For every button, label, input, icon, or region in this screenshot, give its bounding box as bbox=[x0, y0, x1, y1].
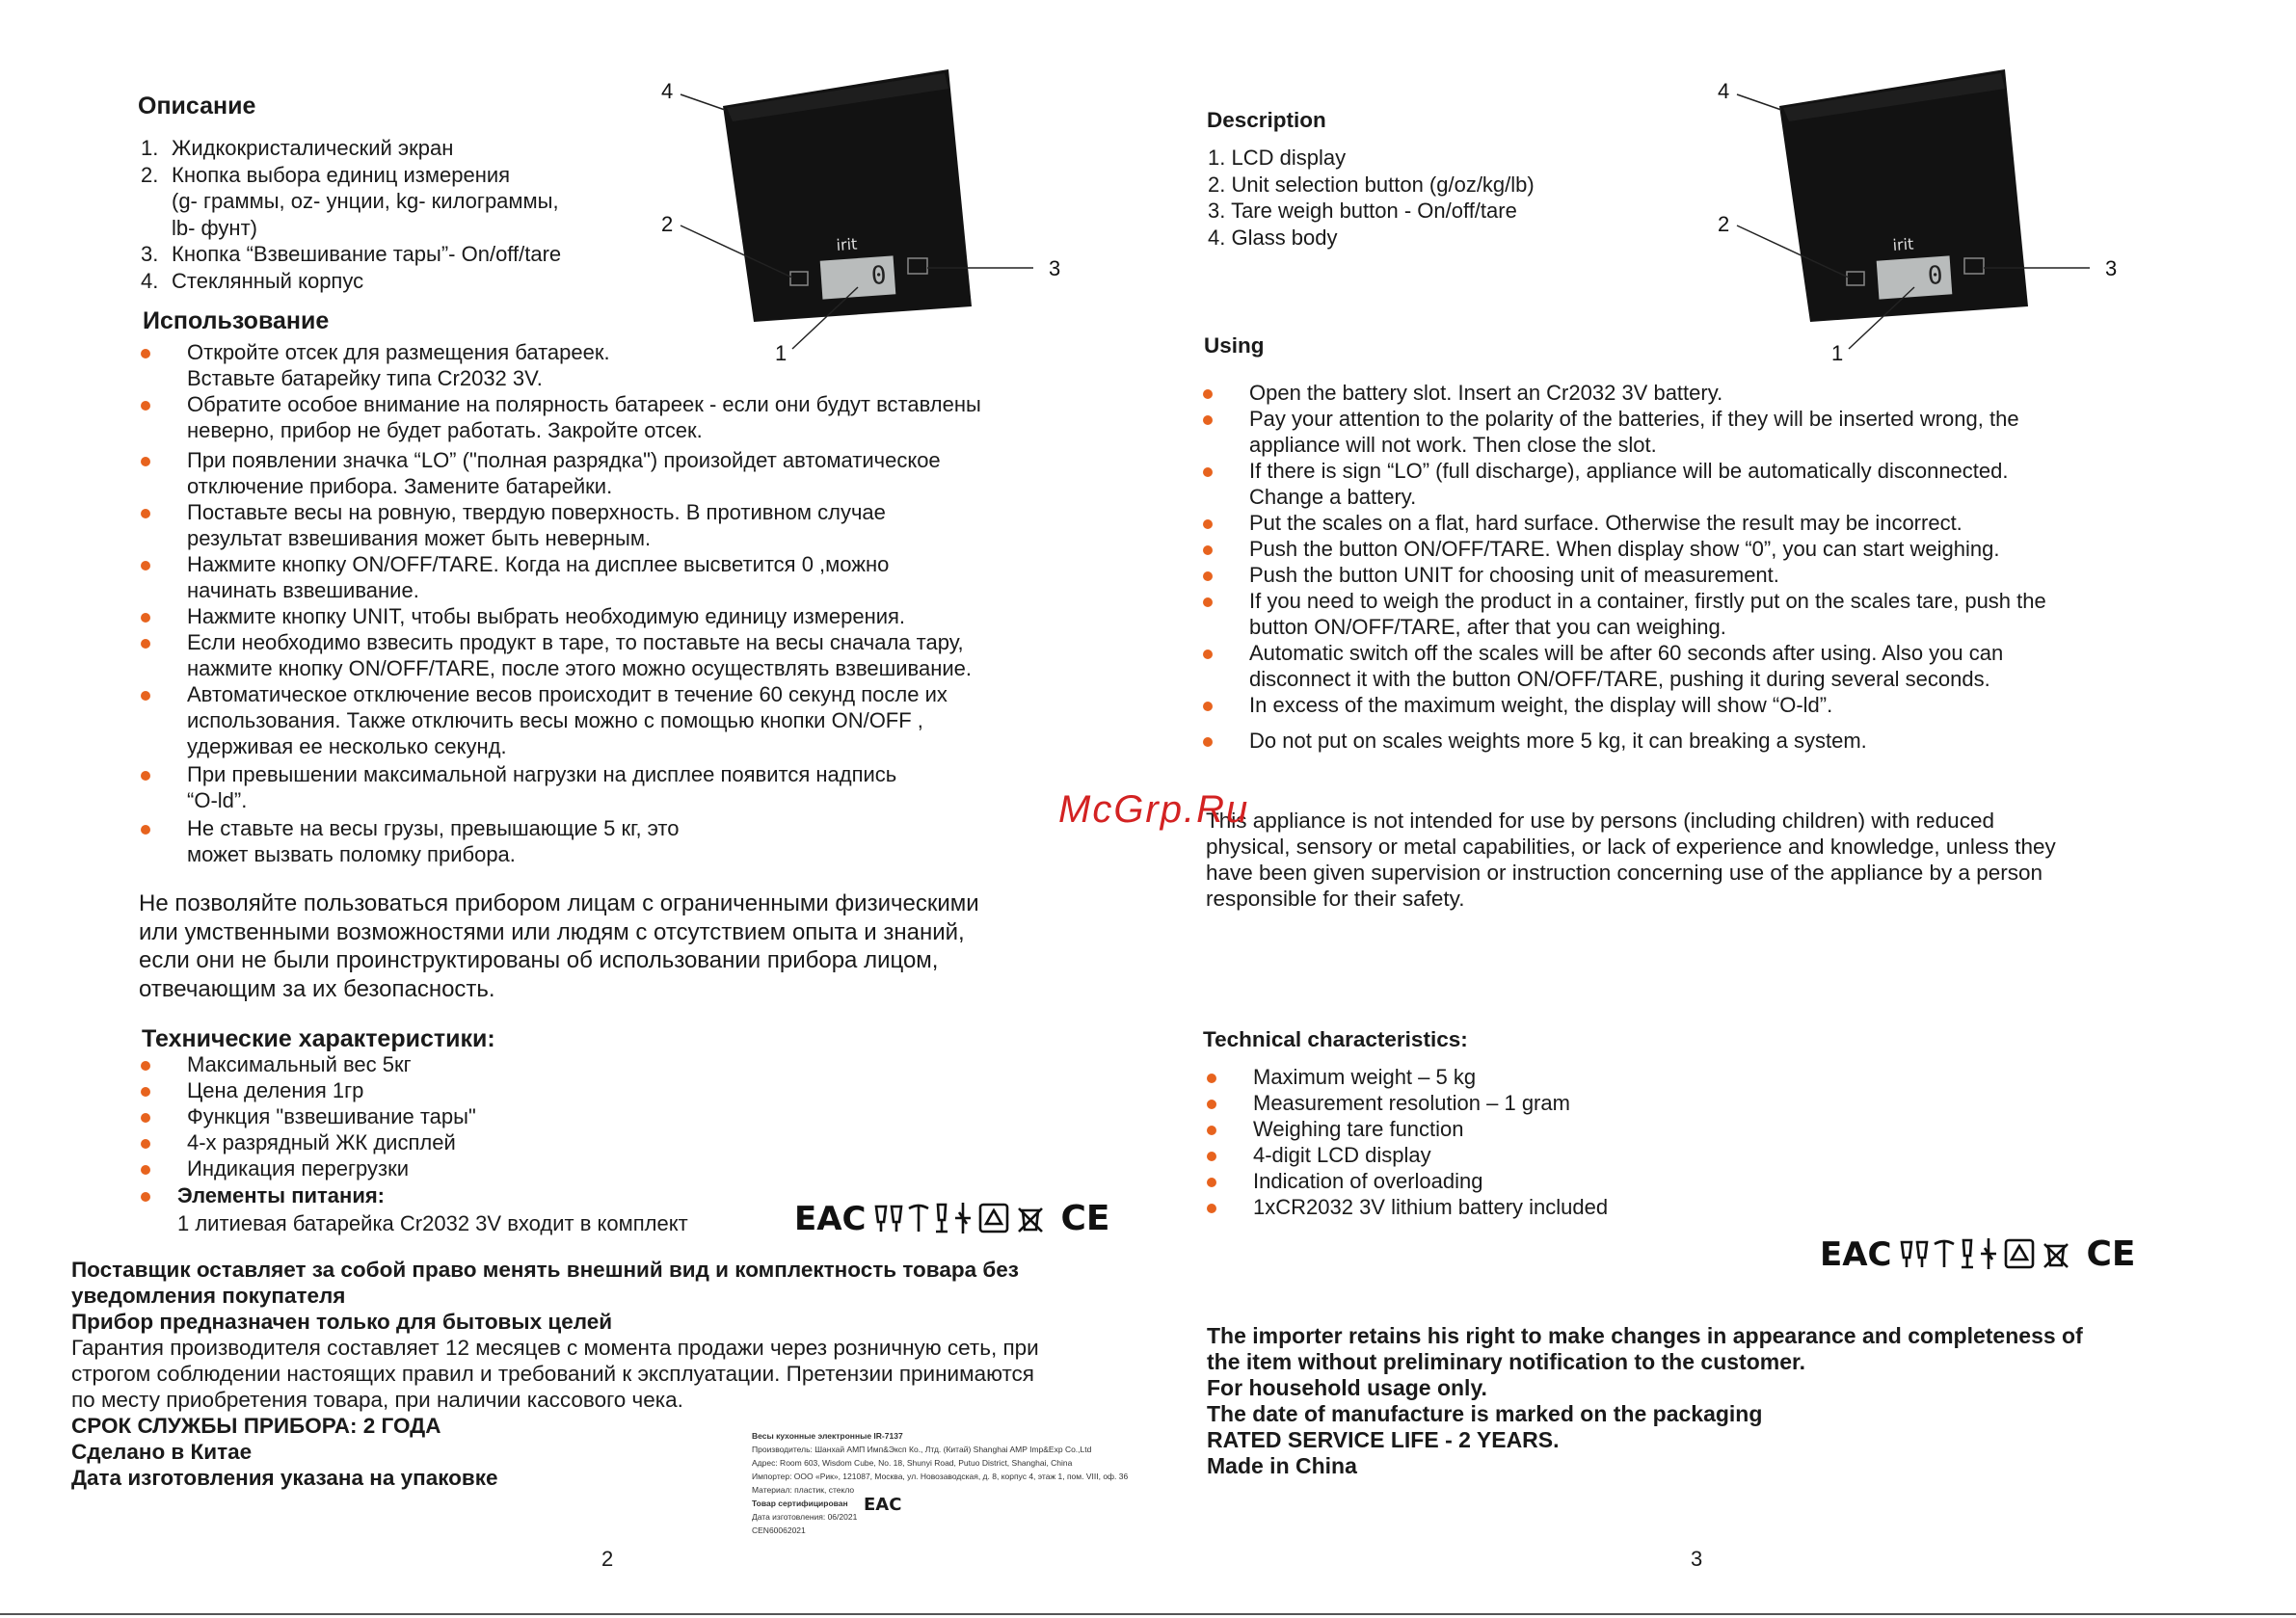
item-number: 2. bbox=[141, 162, 159, 187]
callout-3: 3 bbox=[1049, 256, 1061, 280]
fine-print bbox=[752, 1429, 1128, 1537]
bullet-dot bbox=[1203, 519, 1213, 529]
bullet-dot bbox=[141, 691, 150, 701]
callout-2: 2 bbox=[1718, 212, 1730, 236]
bullet-dot bbox=[1203, 571, 1213, 581]
scale-illustration-left bbox=[648, 69, 1072, 368]
bullet-item bbox=[1203, 728, 2046, 754]
bullet-dot bbox=[141, 457, 150, 466]
bullet-item bbox=[141, 815, 981, 867]
bullet-line: результат взвешивания может быть неверным. bbox=[187, 526, 652, 550]
callout-1: 1 bbox=[1831, 341, 1844, 365]
bullet-line: Нажмите кнопку ON/OFF/TARE. Когда на дисплее высветится 0 ,можно bbox=[187, 552, 890, 576]
bullet-line: При превышении максимальной нагрузки на дисплее появится надпись bbox=[187, 762, 897, 786]
bullet-item bbox=[141, 1077, 476, 1103]
callout-1: 1 bbox=[775, 341, 788, 365]
text-line: Made in China bbox=[1207, 1453, 1357, 1478]
bullet-item bbox=[1207, 1168, 1608, 1194]
bullet-line: Индикация перегрузки bbox=[187, 1156, 409, 1180]
using-title-en: Using bbox=[1204, 333, 1265, 358]
warranty-text bbox=[71, 1335, 1039, 1413]
bullet-dot bbox=[141, 825, 150, 835]
description-item: 2. Unit selection button (g/oz/kg/lb) bbox=[1208, 172, 1535, 197]
page-number-right: 3 bbox=[1691, 1547, 1703, 1571]
bullet-dot bbox=[1207, 1074, 1216, 1083]
text-line: For household usage only. bbox=[1207, 1375, 1487, 1400]
bullet-line: Поставьте весы на ровную, твердую поверхность. В противном случае bbox=[187, 500, 886, 524]
bullet-dot bbox=[141, 1061, 150, 1071]
item-number: 4. bbox=[141, 268, 159, 293]
bullet-line: Автоматическое отключение весов происходит в течение 60 секунд после их bbox=[187, 682, 948, 706]
weee-bin-icon bbox=[1019, 1208, 1042, 1232]
text-line: строгом соблюдении настоящих правил и требований к эксплуатации. Претензии принимаются bbox=[71, 1362, 1034, 1386]
recycle-arrow-icon bbox=[986, 1210, 1001, 1224]
recycle-arrow-icon bbox=[2012, 1246, 2027, 1260]
description-title-en: Description bbox=[1207, 108, 1326, 132]
text-line: RATED SERVICE LIFE - 2 YEARS. bbox=[1207, 1427, 1560, 1452]
page-bottom-line bbox=[0, 1613, 2296, 1615]
watermark: McGrp.Ru bbox=[1058, 788, 1250, 831]
bullet-dot bbox=[1207, 1100, 1216, 1109]
text-line: отвечающим за их безопасность. bbox=[139, 975, 495, 1002]
bullet-item bbox=[1207, 1116, 1608, 1142]
bullet-dot bbox=[141, 1165, 150, 1175]
item-number: 3. bbox=[141, 242, 159, 266]
scale-illustration-right bbox=[1704, 69, 2128, 368]
bullet-line: Обратите особое внимание на полярность батареек - если они будут вставлены bbox=[187, 392, 981, 416]
fine-line: Весы кухонные электронные IR-7137 bbox=[752, 1431, 903, 1441]
bullet-item bbox=[1203, 380, 2046, 406]
bullet-line: Функция "взвешивание тары" bbox=[187, 1104, 476, 1128]
ce-mark: CE bbox=[1060, 1199, 1110, 1238]
description-item bbox=[141, 215, 561, 242]
using-list-ru bbox=[141, 339, 981, 867]
safety-paragraph-ru bbox=[139, 889, 979, 1003]
text-line: have been given supervision or instruction concerning use of the appliance by a person bbox=[1206, 861, 2043, 885]
item-text: Кнопка “Взвешивание тары”- On/off/tare bbox=[172, 242, 562, 266]
text-line: или умственными возможностями или людям с отсутствием опыта и знаний, bbox=[139, 918, 965, 945]
fine-line: CEN60062021 bbox=[752, 1525, 806, 1535]
fine-line: Производитель: Шанхай АМП Имп&Эксп Ко., Лтд. (Китай) Shanghai AMP Imp&Exp Co.,Ltd bbox=[752, 1445, 1092, 1454]
bullet-dot bbox=[141, 613, 150, 623]
bullet-line: отключение прибора. Замените батарейки. bbox=[187, 474, 613, 498]
bullet-line: может вызвать поломку прибора. bbox=[187, 842, 516, 866]
fine-line: Материал: пластик, стекло bbox=[752, 1485, 855, 1495]
umbrella-icon bbox=[1935, 1241, 1954, 1267]
bullet-item bbox=[141, 681, 981, 759]
bullet-line: При появлении значка “LO” ("полная разрядка") произойдет автоматическое bbox=[187, 448, 941, 472]
bullet-dot bbox=[1203, 597, 1213, 607]
brand-logo: irit bbox=[1891, 234, 1914, 254]
bullet-line: Do not put on scales weights more 5 kg, it can breaking a system. bbox=[1249, 729, 1867, 753]
bullet-dot bbox=[141, 349, 150, 358]
bullet-dot bbox=[141, 509, 150, 518]
bullet-dot bbox=[1203, 650, 1213, 659]
text-line: если они не были проинструктированы об использовании прибора лицом, bbox=[139, 947, 939, 973]
fine-line: Товар сертифицирован bbox=[752, 1499, 848, 1508]
bullet-item bbox=[1207, 1064, 1608, 1090]
description-item bbox=[141, 135, 561, 162]
using-title-ru: Использование bbox=[143, 307, 330, 334]
glass-icon bbox=[936, 1205, 948, 1232]
bullet-line: Если необходимо взвесить продукт в таре, то поставьте на весы сначала тару, bbox=[187, 630, 964, 654]
bullet-item bbox=[1207, 1194, 1608, 1220]
bullet-item bbox=[1203, 406, 2046, 458]
bullet-dot bbox=[1203, 702, 1213, 711]
glass-icon bbox=[1962, 1240, 1973, 1267]
pictogram-icons bbox=[1898, 1236, 2081, 1273]
description-item bbox=[141, 268, 561, 295]
bullet-dot bbox=[1203, 415, 1213, 425]
page-number-left: 2 bbox=[601, 1547, 614, 1571]
text-line: This appliance is not intended for use by persons (including children) with reduced bbox=[1206, 809, 1994, 833]
power-block-ru bbox=[141, 1182, 688, 1236]
description-item: 1. LCD display bbox=[1208, 146, 1347, 170]
bullet-item bbox=[1207, 1142, 1608, 1168]
bullet-item bbox=[141, 603, 981, 629]
item-text: lb- фунт) bbox=[172, 215, 257, 240]
bullet-dot bbox=[141, 1139, 150, 1149]
bullet-dot bbox=[1207, 1204, 1216, 1213]
text-line: the item without preliminary notification to the customer. bbox=[1207, 1349, 1806, 1374]
household-note: Прибор предназначен только для бытовых целей bbox=[71, 1310, 613, 1334]
bullet-dot bbox=[141, 1087, 150, 1097]
bullet-item bbox=[141, 1051, 476, 1077]
bullet-dot bbox=[141, 1192, 150, 1202]
item-text: (g- граммы, oz- унции, kg- килограммы, bbox=[172, 189, 559, 213]
umbrella-icon bbox=[909, 1206, 928, 1232]
bullet-line: Вставьте батарейку типа Cr2032 3V. bbox=[187, 366, 543, 390]
bullet-line: 4-digit LCD display bbox=[1253, 1143, 1431, 1167]
text-line: по месту приобретения товара, при наличии кассового чека. bbox=[71, 1388, 683, 1412]
bullet-line: Push the button UNIT for choosing unit of measurement. bbox=[1249, 563, 1779, 587]
bullet-line: Нажмите кнопку UNIT, чтобы выбрать необходимую единицу измерения. bbox=[187, 604, 906, 628]
bullet-line: Максимальный вес 5кг bbox=[187, 1052, 412, 1076]
description-list-ru bbox=[141, 135, 561, 294]
bullet-item bbox=[141, 629, 981, 681]
brand-logo: irit bbox=[835, 234, 858, 254]
glass-fork-icon bbox=[876, 1207, 901, 1232]
bullet-dot bbox=[1203, 467, 1213, 477]
bullet-dot bbox=[141, 639, 150, 649]
description-item bbox=[141, 188, 561, 215]
bullet-dot bbox=[141, 561, 150, 570]
bullet-dot bbox=[141, 401, 150, 411]
lcd-digit: 0 bbox=[1926, 260, 1944, 291]
description-item: 4. Glass body bbox=[1208, 225, 1338, 250]
pictogram-icons bbox=[872, 1201, 1055, 1237]
bullet-line: Не ставьте на весы грузы, превышающие 5 кг, это bbox=[187, 816, 680, 840]
bullet-line: неверно, прибор не будет работать. Закройте отсек. bbox=[187, 418, 703, 442]
bullet-item bbox=[141, 447, 981, 499]
callout-3: 3 bbox=[2105, 256, 2118, 280]
text-line: The date of manufacture is marked on the packaging bbox=[1207, 1401, 1763, 1426]
bullet-line: In excess of the maximum weight, the display will show “O-ld”. bbox=[1249, 693, 1833, 717]
safety-paragraph-en bbox=[1206, 808, 2056, 912]
text-line: physical, sensory or metal capabilities, or lack of experience and knowledge, unless they bbox=[1206, 835, 2056, 859]
power-title-ru: Элементы питания: bbox=[177, 1183, 386, 1207]
bullet-line: 1xCR2032 3V lithium battery included bbox=[1253, 1195, 1609, 1219]
bullet-item bbox=[141, 1129, 476, 1155]
bullet-item bbox=[141, 499, 981, 551]
weee-bin-icon bbox=[2044, 1244, 2068, 1267]
service-life: СРОК СЛУЖБЫ ПРИБОРА: 2 ГОДА bbox=[71, 1414, 441, 1438]
bullet-item bbox=[141, 391, 981, 443]
bullet-line: If there is sign “LO” (full discharge), appliance will be automatically disconnected. bbox=[1249, 459, 2009, 483]
bullet-item bbox=[1203, 640, 2046, 692]
supplier-note-2: уведомления покупателя bbox=[71, 1284, 346, 1308]
fine-line: Дата изготовления: 06/2021 bbox=[752, 1512, 858, 1522]
callout-4: 4 bbox=[1718, 79, 1730, 103]
bullet-line: Put the scales on a flat, hard surface. Otherwise the result may be incorrect. bbox=[1249, 511, 1962, 535]
bullet-item bbox=[1203, 536, 2046, 562]
item-text: Стеклянный корпус bbox=[172, 268, 364, 293]
bullet-line: нажмите кнопку ON/OFF/TARE, после этого можно осуществлять взвешивание. bbox=[187, 656, 973, 680]
bullet-line: Pay your attention to the polarity of the batteries, if they will be inserted wrong, the bbox=[1249, 407, 2019, 431]
bullet-item bbox=[1203, 458, 2046, 510]
tech-title-ru: Технические характеристики: bbox=[142, 1025, 495, 1052]
text-line: Гарантия производителя составляет 12 месяцев с момента продажи через розничную сеть, при bbox=[71, 1336, 1039, 1360]
description-item bbox=[141, 162, 561, 189]
description-title-ru: Описание bbox=[138, 93, 256, 119]
tech-list-ru bbox=[141, 1051, 476, 1181]
bullet-line: Цена деления 1гр bbox=[187, 1078, 364, 1102]
supplier-note-1: Поставщик оставляет за собой право менять внешний вид и комплектность товара без bbox=[71, 1258, 1019, 1282]
bullet-dot bbox=[1203, 545, 1213, 555]
bullet-dot bbox=[1207, 1152, 1216, 1161]
bullet-item bbox=[1203, 562, 2046, 588]
item-number: 1. bbox=[141, 136, 159, 160]
bullet-item bbox=[1203, 588, 2046, 640]
cert-marks-right bbox=[1820, 1236, 2136, 1273]
bullet-line: 4-х разрядный ЖК дисплей bbox=[187, 1130, 456, 1154]
bullet-line: Open the battery slot. Insert an Cr2032 3V battery. bbox=[1249, 381, 1723, 405]
fine-line: Адрес: Room 603, Wisdom Cube, No. 18, Shunyi Road, Putuo District, Shanghai, China bbox=[752, 1458, 1073, 1468]
bullet-dot bbox=[1203, 389, 1213, 399]
description-item bbox=[141, 241, 561, 268]
text-line: Не позволяйте пользоваться прибором лицам с ограниченными физическими bbox=[139, 890, 979, 916]
description-item: 3. Tare weigh button - On/off/tare bbox=[1208, 199, 1517, 223]
bullet-line: Откройте отсек для размещения батареек. bbox=[187, 340, 610, 364]
bullet-dot bbox=[141, 771, 150, 781]
bullet-item bbox=[1207, 1090, 1608, 1116]
fragile-icon bbox=[1981, 1238, 1996, 1269]
item-text: Кнопка выбора единиц измерения bbox=[172, 162, 511, 187]
bullet-item bbox=[141, 1103, 476, 1129]
bullet-line: Automatic switch off the scales will be after 60 seconds after using. Also you can bbox=[1249, 641, 2004, 665]
bullet-line: appliance will not work. Then close the slot. bbox=[1249, 433, 1657, 457]
bullet-line: начинать взвешивание. bbox=[187, 578, 419, 602]
bullet-line: удерживая ее несколько секунд. bbox=[187, 734, 507, 758]
bullet-line: Push the button ON/OFF/TARE. When display show “0”, you can start weighing. bbox=[1249, 537, 2000, 561]
bullet-line: Weighing tare function bbox=[1253, 1117, 1464, 1141]
power-text-ru: 1 литиевая батарейка Cr2032 3V входит в комплект bbox=[177, 1211, 688, 1235]
description-list-en bbox=[1208, 145, 1535, 251]
ce-mark: CE bbox=[2086, 1234, 2136, 1274]
fine-line: Импортер: ООО «Рик», 121087, Москва, ул. Новозаводская, д. 8, корпус 4, этаж 1, пом. VIII, оф. 36 bbox=[752, 1472, 1129, 1481]
tech-list-en bbox=[1207, 1064, 1608, 1220]
date-note: Дата изготовления указана на упаковке bbox=[71, 1466, 498, 1490]
eac-mark-small: EAC bbox=[864, 1495, 902, 1515]
bullet-line: Measurement resolution – 1 gram bbox=[1253, 1091, 1570, 1115]
eac-mark: EAC bbox=[794, 1200, 867, 1238]
bullet-line: “O-ld”. bbox=[187, 788, 248, 812]
bullet-dot bbox=[1203, 737, 1213, 747]
bullet-line: Indication of overloading bbox=[1253, 1169, 1483, 1193]
bullet-line: Change a battery. bbox=[1249, 485, 1417, 509]
item-text: Жидкокристалический экран bbox=[172, 136, 454, 160]
bullet-dot bbox=[1207, 1178, 1216, 1187]
bullet-line: Maximum weight – 5 kg bbox=[1253, 1065, 1477, 1089]
bottom-block-en bbox=[1207, 1323, 2083, 1479]
tech-title-en: Technical characteristics: bbox=[1203, 1027, 1468, 1051]
callout-2: 2 bbox=[661, 212, 674, 236]
text-line: responsible for their safety. bbox=[1206, 887, 1465, 911]
bullet-item bbox=[141, 1155, 476, 1181]
bullet-item bbox=[1203, 510, 2046, 536]
cert-marks-left bbox=[794, 1201, 1110, 1237]
callout-4: 4 bbox=[661, 79, 674, 103]
bullet-line: использования. Также отключить весы можно с помощью кнопки ON/OFF , bbox=[187, 708, 923, 732]
made-in: Сделано в Китае bbox=[71, 1440, 253, 1464]
bullet-line: button ON/OFF/TARE, after that you can weighing. bbox=[1249, 615, 1726, 639]
bullet-line: If you need to weigh the product in a container, firstly put on the scales tare, push the bbox=[1249, 589, 2046, 613]
bullet-item bbox=[141, 761, 981, 813]
bullet-dot bbox=[1207, 1126, 1216, 1135]
text-line: The importer retains his right to make changes in appearance and completeness of bbox=[1207, 1323, 2083, 1348]
bullet-line: disconnect it with the button ON/OFF/TARE, pushing it during several seconds. bbox=[1249, 667, 1990, 691]
fragile-icon bbox=[955, 1203, 971, 1233]
glass-fork-icon bbox=[1902, 1242, 1927, 1267]
bullet-item bbox=[1203, 692, 2046, 718]
lcd-digit: 0 bbox=[869, 260, 888, 291]
bullet-dot bbox=[141, 1113, 150, 1123]
using-list-en bbox=[1203, 380, 2046, 754]
eac-mark: EAC bbox=[1820, 1235, 1892, 1274]
bullet-item bbox=[141, 551, 981, 603]
